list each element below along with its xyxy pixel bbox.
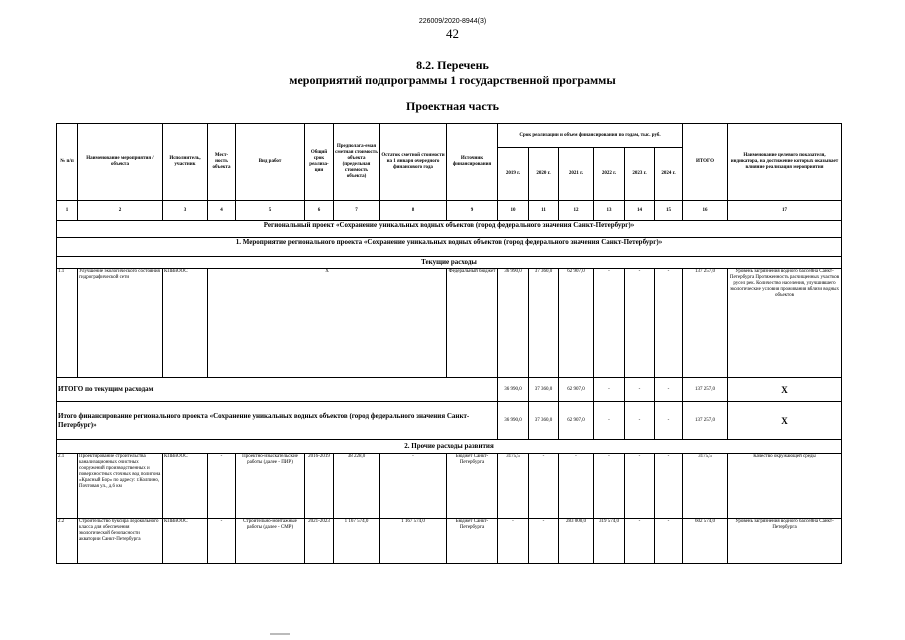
total-current-y2023: - xyxy=(625,378,655,402)
header-year-2023: 2023 г. xyxy=(625,148,655,201)
table-row xyxy=(57,269,842,378)
row-name: Проектирование строительства канализационных очистных сооружений производственных и поверхностных сточных вод полигона «Красный Бор» по адресу: г.Колпино, Почтовая ул., д.6 км xyxy=(78,454,163,519)
section-title: 8.2. Перечень xyxy=(416,58,489,72)
row-y2023: - xyxy=(625,454,655,519)
col-number: 17 xyxy=(728,201,842,221)
section-subtitle: Проектная часть xyxy=(406,99,499,113)
total-regional-total: 137 257,0 xyxy=(683,402,728,440)
row-no: 1.1 xyxy=(57,269,78,378)
header-source: Источник финансирования xyxy=(447,124,498,201)
row-source: Федеральный бюджет xyxy=(447,269,498,378)
total-current-mark: Х xyxy=(728,378,842,402)
row-source: Бюджет Санкт-Петербурга xyxy=(447,454,498,519)
header-year-2019: 2019 г. xyxy=(498,148,529,201)
row-work-type: Строительно-монтажные работы (далее - СМР) xyxy=(236,519,305,564)
row-total: 137 257,0 xyxy=(683,269,728,378)
current-expenses-heading: Текущие расходы xyxy=(57,257,842,269)
header-year-2020: 2020 г. xyxy=(529,148,559,201)
page-number: 42 xyxy=(446,26,459,41)
total-regional-y2024: - xyxy=(655,402,683,440)
other-expenses-heading: 2. Прочие расходы развития xyxy=(57,440,842,454)
row-y2020: - xyxy=(529,519,559,564)
col-number: 6 xyxy=(305,201,334,221)
col-number: 8 xyxy=(380,201,447,221)
row-y2019: 36 990,0 xyxy=(498,269,529,378)
col-number: 10 xyxy=(498,201,529,221)
row-y2021: 62 907,0 xyxy=(559,269,594,378)
row-remaining: - xyxy=(380,454,447,519)
document-stamp: 226009/2020-8944(3) xyxy=(418,18,487,25)
row-y2024: - xyxy=(655,519,683,564)
row-total: 602 574,0 xyxy=(683,519,728,564)
col-number: 4 xyxy=(208,201,236,221)
col-number: 15 xyxy=(655,201,683,221)
col-number: 11 xyxy=(529,201,559,221)
row-y2024: - xyxy=(655,269,683,378)
row-executor: КПВиООС xyxy=(163,454,208,519)
header-remaining: Остаток сметной стоимости на 1 января очередного финансового года xyxy=(380,124,447,201)
row-y2021: 283 000,0 xyxy=(559,519,594,564)
table-row xyxy=(57,454,842,519)
col-number: 2 xyxy=(78,201,163,221)
row-total: 3175,5 xyxy=(683,454,728,519)
section-title-subline: мероприятий подпрограммы 1 государственной программы xyxy=(289,73,616,87)
row-no: 2.2 xyxy=(57,519,78,564)
header-years-group: Срок реализации и объем финансирования по годам, тыс. руб. xyxy=(498,124,683,148)
total-current-y2024: - xyxy=(655,378,683,402)
header-term: Общий срок реализа-ции xyxy=(305,124,334,201)
col-number: 14 xyxy=(625,201,655,221)
row-y2022: - xyxy=(594,454,625,519)
col-number: 7 xyxy=(334,201,380,221)
header-name: Наименование мероприятия / объекта xyxy=(78,124,163,201)
row-executor: КПВиООС xyxy=(163,269,208,378)
row-y2022: - xyxy=(594,269,625,378)
total-regional-y2022: - xyxy=(594,402,625,440)
row-mark: Х xyxy=(208,269,447,378)
header-year-2022: 2022 г. xyxy=(594,148,625,201)
row-name: Строительство буксира ледокольного класса для обеспечения экологической безопасности акватории Санкт-Петербурга xyxy=(78,519,163,564)
col-number: 9 xyxy=(447,201,498,221)
total-current-y2020: 37 360,0 xyxy=(529,378,559,402)
row-location: - xyxy=(208,519,236,564)
header-year-2024: 2024 г. xyxy=(655,148,683,201)
table-row xyxy=(57,402,842,440)
row-name: Улучшение экологического состояния гидрографической сети xyxy=(78,269,163,378)
row-term: 2016-2019 xyxy=(305,454,334,519)
row-y2020: 37 360,0 xyxy=(529,269,559,378)
col-number: 13 xyxy=(594,201,625,221)
total-regional-label: Итого финансирование регионального проекта «Сохранение уникальных водных объектов (город федерального значения Санкт-Петербург)» xyxy=(57,402,498,440)
col-number: 12 xyxy=(559,201,594,221)
row-y2023: - xyxy=(625,269,655,378)
header-location: Мест-ность объекта xyxy=(208,124,236,201)
row-y2019: 3175,5 xyxy=(498,454,529,519)
total-current-y2022: - xyxy=(594,378,625,402)
row-est-cost: 38 228,0 xyxy=(334,454,380,519)
header-year-2021: 2021 г. xyxy=(559,148,594,201)
header-executor: Исполнитель, участник xyxy=(163,124,208,201)
header-work-type: Вид работ xyxy=(236,124,305,201)
table-row xyxy=(57,519,842,564)
col-number: 16 xyxy=(683,201,728,221)
total-regional-mark: Х xyxy=(728,402,842,440)
header-no: № п/п xyxy=(57,124,78,201)
row-y2019: - xyxy=(498,519,529,564)
scan-artifact xyxy=(270,633,290,635)
row-y2022: 319 574,0 xyxy=(594,519,625,564)
total-regional-y2021: 62 907,0 xyxy=(559,402,594,440)
row-y2023: - xyxy=(625,519,655,564)
row-no: 2.1 xyxy=(57,454,78,519)
col-number: 1 xyxy=(57,201,78,221)
total-current-total: 137 257,0 xyxy=(683,378,728,402)
row-location: - xyxy=(208,454,236,519)
header-total: ИТОГО xyxy=(683,124,728,201)
total-regional-y2023: - xyxy=(625,402,655,440)
row-term: 2021-2023 xyxy=(305,519,334,564)
row-est-cost: 1 167 574,0 xyxy=(334,519,380,564)
row-executor: КПВиООС xyxy=(163,519,208,564)
row-indicator: Качество окружающей среды xyxy=(728,454,842,519)
row-indicator: Уровень загрязнения водного бассейна Санкт-Петербурга Протяженность расчищенных участков русел рек. Количество населения, улучшившего экологические условия проживания вблизи водных объектов xyxy=(728,269,842,378)
total-regional-y2019: 36 990,0 xyxy=(498,402,529,440)
header-indicator: Наименование целевого показателя, индикатора, на достижение которых оказывает влияние реализация мероприятия xyxy=(728,124,842,201)
header-est-cost: Предполага-емая сметная стоимость объекта (предельная стоимость объекта) xyxy=(334,124,380,201)
total-current-y2019: 36 990,0 xyxy=(498,378,529,402)
total-current-label: ИТОГО по текущим расходам xyxy=(57,378,498,402)
col-number: 5 xyxy=(236,201,305,221)
table-row xyxy=(57,378,842,402)
regional-project-heading: Региональный проект «Сохранение уникальных водных объектов (город федерального значения Санкт-Петербург)» xyxy=(57,221,842,238)
row-y2024: - xyxy=(655,454,683,519)
measures-table xyxy=(56,123,842,564)
row-source: Бюджет Санкт-Петербурга xyxy=(447,519,498,564)
measure-1-heading: 1. Мероприятие регионального проекта «Сохранение уникальных водных объектов (город федерального значения Санкт-Петербург)» xyxy=(57,238,842,257)
total-regional-y2020: 37 360,0 xyxy=(529,402,559,440)
total-current-y2021: 62 907,0 xyxy=(559,378,594,402)
col-number: 3 xyxy=(163,201,208,221)
row-remaining: 1 167 574,0 xyxy=(380,519,447,564)
row-work-type: Проектно-изыскательские работы (далее - ПИР) xyxy=(236,454,305,519)
row-indicator: Уровень загрязнения водного бассейна Санкт-Петербурга xyxy=(728,519,842,564)
row-y2020: - xyxy=(529,454,559,519)
row-y2021: - xyxy=(559,454,594,519)
